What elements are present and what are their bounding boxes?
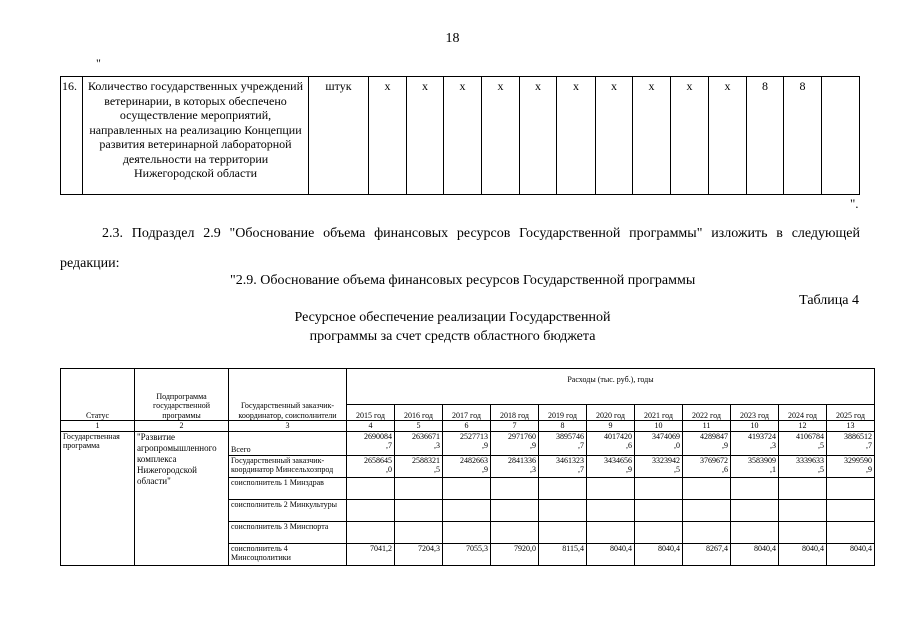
value-cell: 3434656 ,9 <box>587 455 635 477</box>
value-cell: 2841336 ,3 <box>491 455 539 477</box>
value-cell: 2971760 ,9 <box>491 431 539 455</box>
value-cell <box>539 499 587 521</box>
value-cell <box>587 477 635 499</box>
value-cell: 8040,4 <box>827 543 875 565</box>
value-cell: 3339633 ,5 <box>779 455 827 477</box>
column-number: 1 <box>61 421 135 432</box>
value-cell: 7055,3 <box>443 543 491 565</box>
value-cell: 4289847 ,9 <box>683 431 731 455</box>
value-cell <box>491 521 539 543</box>
value-cell <box>395 521 443 543</box>
value-cell: 8040,4 <box>731 543 779 565</box>
header-row <box>61 369 875 405</box>
indicator-table <box>60 76 860 195</box>
value-cell <box>395 499 443 521</box>
column-number: 7 <box>491 421 539 432</box>
value-cell <box>539 477 587 499</box>
column-number: 11 <box>683 421 731 432</box>
value-cell <box>587 499 635 521</box>
column-number: 10 <box>731 421 779 432</box>
row-label: соисполнитель 1 Минздрав <box>229 477 347 499</box>
year-header: 2016 год <box>395 405 443 421</box>
value-cell <box>779 499 827 521</box>
year-header: 2024 год <box>779 405 827 421</box>
amendment-paragraph: 2.3. Подраздел 2.9 "Обоснование объема финансовых ресурсов Государственной программы" изложить в следующей редакции: <box>60 226 860 271</box>
row-label: Государственный заказчик-координатор Минсельхозпрод <box>229 455 347 477</box>
year-header: 2025 год <box>827 405 875 421</box>
value-cell: х <box>557 77 596 195</box>
opening-quote: " <box>96 56 101 70</box>
value-cell: х <box>482 77 520 195</box>
header-status: Статус <box>61 369 135 421</box>
resource-table-body <box>61 431 875 565</box>
column-number: 5 <box>395 421 443 432</box>
value-cell <box>822 77 860 195</box>
column-number: 6 <box>443 421 491 432</box>
column-number: 13 <box>827 421 875 432</box>
value-cell <box>635 521 683 543</box>
column-number: 4 <box>347 421 395 432</box>
value-cell <box>683 499 731 521</box>
value-cell: х <box>369 77 407 195</box>
value-cell <box>827 499 875 521</box>
value-cell <box>683 477 731 499</box>
table-label: Таблица 4 <box>799 293 859 308</box>
subprogram-cell: "Развитие агропромышленного комплекса Нижегородской области" <box>135 431 229 565</box>
year-header: 2019 год <box>539 405 587 421</box>
value-cell: 7920,0 <box>491 543 539 565</box>
year-header: 2021 год <box>635 405 683 421</box>
column-number: 12 <box>779 421 827 432</box>
column-number: 3 <box>229 421 347 432</box>
year-header: 2015 год <box>347 405 395 421</box>
value-cell <box>731 521 779 543</box>
value-cell <box>731 499 779 521</box>
value-cell <box>779 521 827 543</box>
value-cell: 8040,4 <box>779 543 827 565</box>
value-cell: 8115,4 <box>539 543 587 565</box>
header-customer: Государственный заказчик- координатор, соисполнители <box>229 369 347 421</box>
page-number: 18 <box>445 31 460 46</box>
value-cell: 3461323 ,7 <box>539 455 587 477</box>
value-cell: 7204,3 <box>395 543 443 565</box>
section-title: "2.9. Обоснование объема финансовых ресурсов Государственной программы <box>230 273 696 288</box>
resource-title-line1: Ресурсное обеспечение реализации Государственной <box>294 310 611 325</box>
value-cell: 3886512 ,7 <box>827 431 875 455</box>
value-cell: 8040,4 <box>635 543 683 565</box>
value-cell <box>347 477 395 499</box>
value-cell: 8 <box>784 77 822 195</box>
value-cell: 7041,2 <box>347 543 395 565</box>
header-expenses: Расходы (тыс. руб.), годы <box>347 369 875 405</box>
value-cell <box>683 521 731 543</box>
table-row <box>61 77 860 195</box>
row-label: соисполнитель 3 Минспорта <box>229 521 347 543</box>
status-cell: Государственная программа <box>61 431 135 565</box>
row-description: Количество государственных учреждений ветеринарии, в которых обеспечено осуществление мероприятий, направленных на реализацию Концепции развития ветеринарной лабораторной деятельности на территории Нижегородской области <box>83 77 309 195</box>
column-number: 9 <box>587 421 635 432</box>
value-cell: х <box>709 77 747 195</box>
value-cell: 3769672 ,6 <box>683 455 731 477</box>
value-cell: 3299590 ,9 <box>827 455 875 477</box>
value-cell <box>635 499 683 521</box>
row-label: Всего <box>229 431 347 455</box>
value-cell: 4017420 ,6 <box>587 431 635 455</box>
value-cell: х <box>444 77 482 195</box>
value-cell: 4106784 ,5 <box>779 431 827 455</box>
value-cell: 2636671 ,3 <box>395 431 443 455</box>
value-cell: 2658645 ,0 <box>347 455 395 477</box>
value-cell: 3474069 ,0 <box>635 431 683 455</box>
value-cell: 2690084 ,7 <box>347 431 395 455</box>
closing-quote: ". <box>850 196 859 211</box>
value-cell: 3583909 ,1 <box>731 455 779 477</box>
value-cell <box>443 499 491 521</box>
value-cell <box>491 477 539 499</box>
row-label: соисполнитель 4 Минсоцполитики <box>229 543 347 565</box>
value-cell <box>347 521 395 543</box>
value-cell <box>491 499 539 521</box>
table-row <box>61 431 875 455</box>
value-cell <box>731 477 779 499</box>
value-cell: 4193724 ,3 <box>731 431 779 455</box>
value-cell: 2588321 ,5 <box>395 455 443 477</box>
value-cell: х <box>671 77 709 195</box>
year-header: 2017 год <box>443 405 491 421</box>
value-cell <box>443 477 491 499</box>
value-cell <box>587 521 635 543</box>
year-header: 2023 год <box>731 405 779 421</box>
row-label: соисполнитель 2 Минкультуры <box>229 499 347 521</box>
column-number: 8 <box>539 421 587 432</box>
value-cell: х <box>407 77 444 195</box>
value-cell <box>539 521 587 543</box>
value-cell: 2527713 ,9 <box>443 431 491 455</box>
value-cell: 2482663 ,9 <box>443 455 491 477</box>
value-cell: 8040,4 <box>587 543 635 565</box>
value-cell <box>827 477 875 499</box>
value-cell: х <box>596 77 633 195</box>
value-cell <box>347 499 395 521</box>
resource-title <box>0 308 905 346</box>
header-subprogram: Подпрограмма государственной программы <box>135 369 229 421</box>
value-cell <box>779 477 827 499</box>
column-numbers-row <box>61 421 875 432</box>
value-cell: 3323942 ,5 <box>635 455 683 477</box>
value-cell: 8 <box>747 77 784 195</box>
row-number: 16. <box>61 77 83 195</box>
value-cell: х <box>633 77 671 195</box>
resource-table <box>60 368 875 566</box>
value-cell <box>827 521 875 543</box>
row-unit: штук <box>309 77 369 195</box>
year-header: 2018 год <box>491 405 539 421</box>
column-number: 10 <box>635 421 683 432</box>
year-header: 2022 год <box>683 405 731 421</box>
value-cell: 3895746 ,7 <box>539 431 587 455</box>
year-header: 2020 год <box>587 405 635 421</box>
value-cell <box>443 521 491 543</box>
value-cell: 8267,4 <box>683 543 731 565</box>
value-cell <box>395 477 443 499</box>
value-cell <box>635 477 683 499</box>
column-number: 2 <box>135 421 229 432</box>
resource-title-line2: программы за счет средств областного бюджета <box>309 329 596 344</box>
value-cell: х <box>520 77 557 195</box>
